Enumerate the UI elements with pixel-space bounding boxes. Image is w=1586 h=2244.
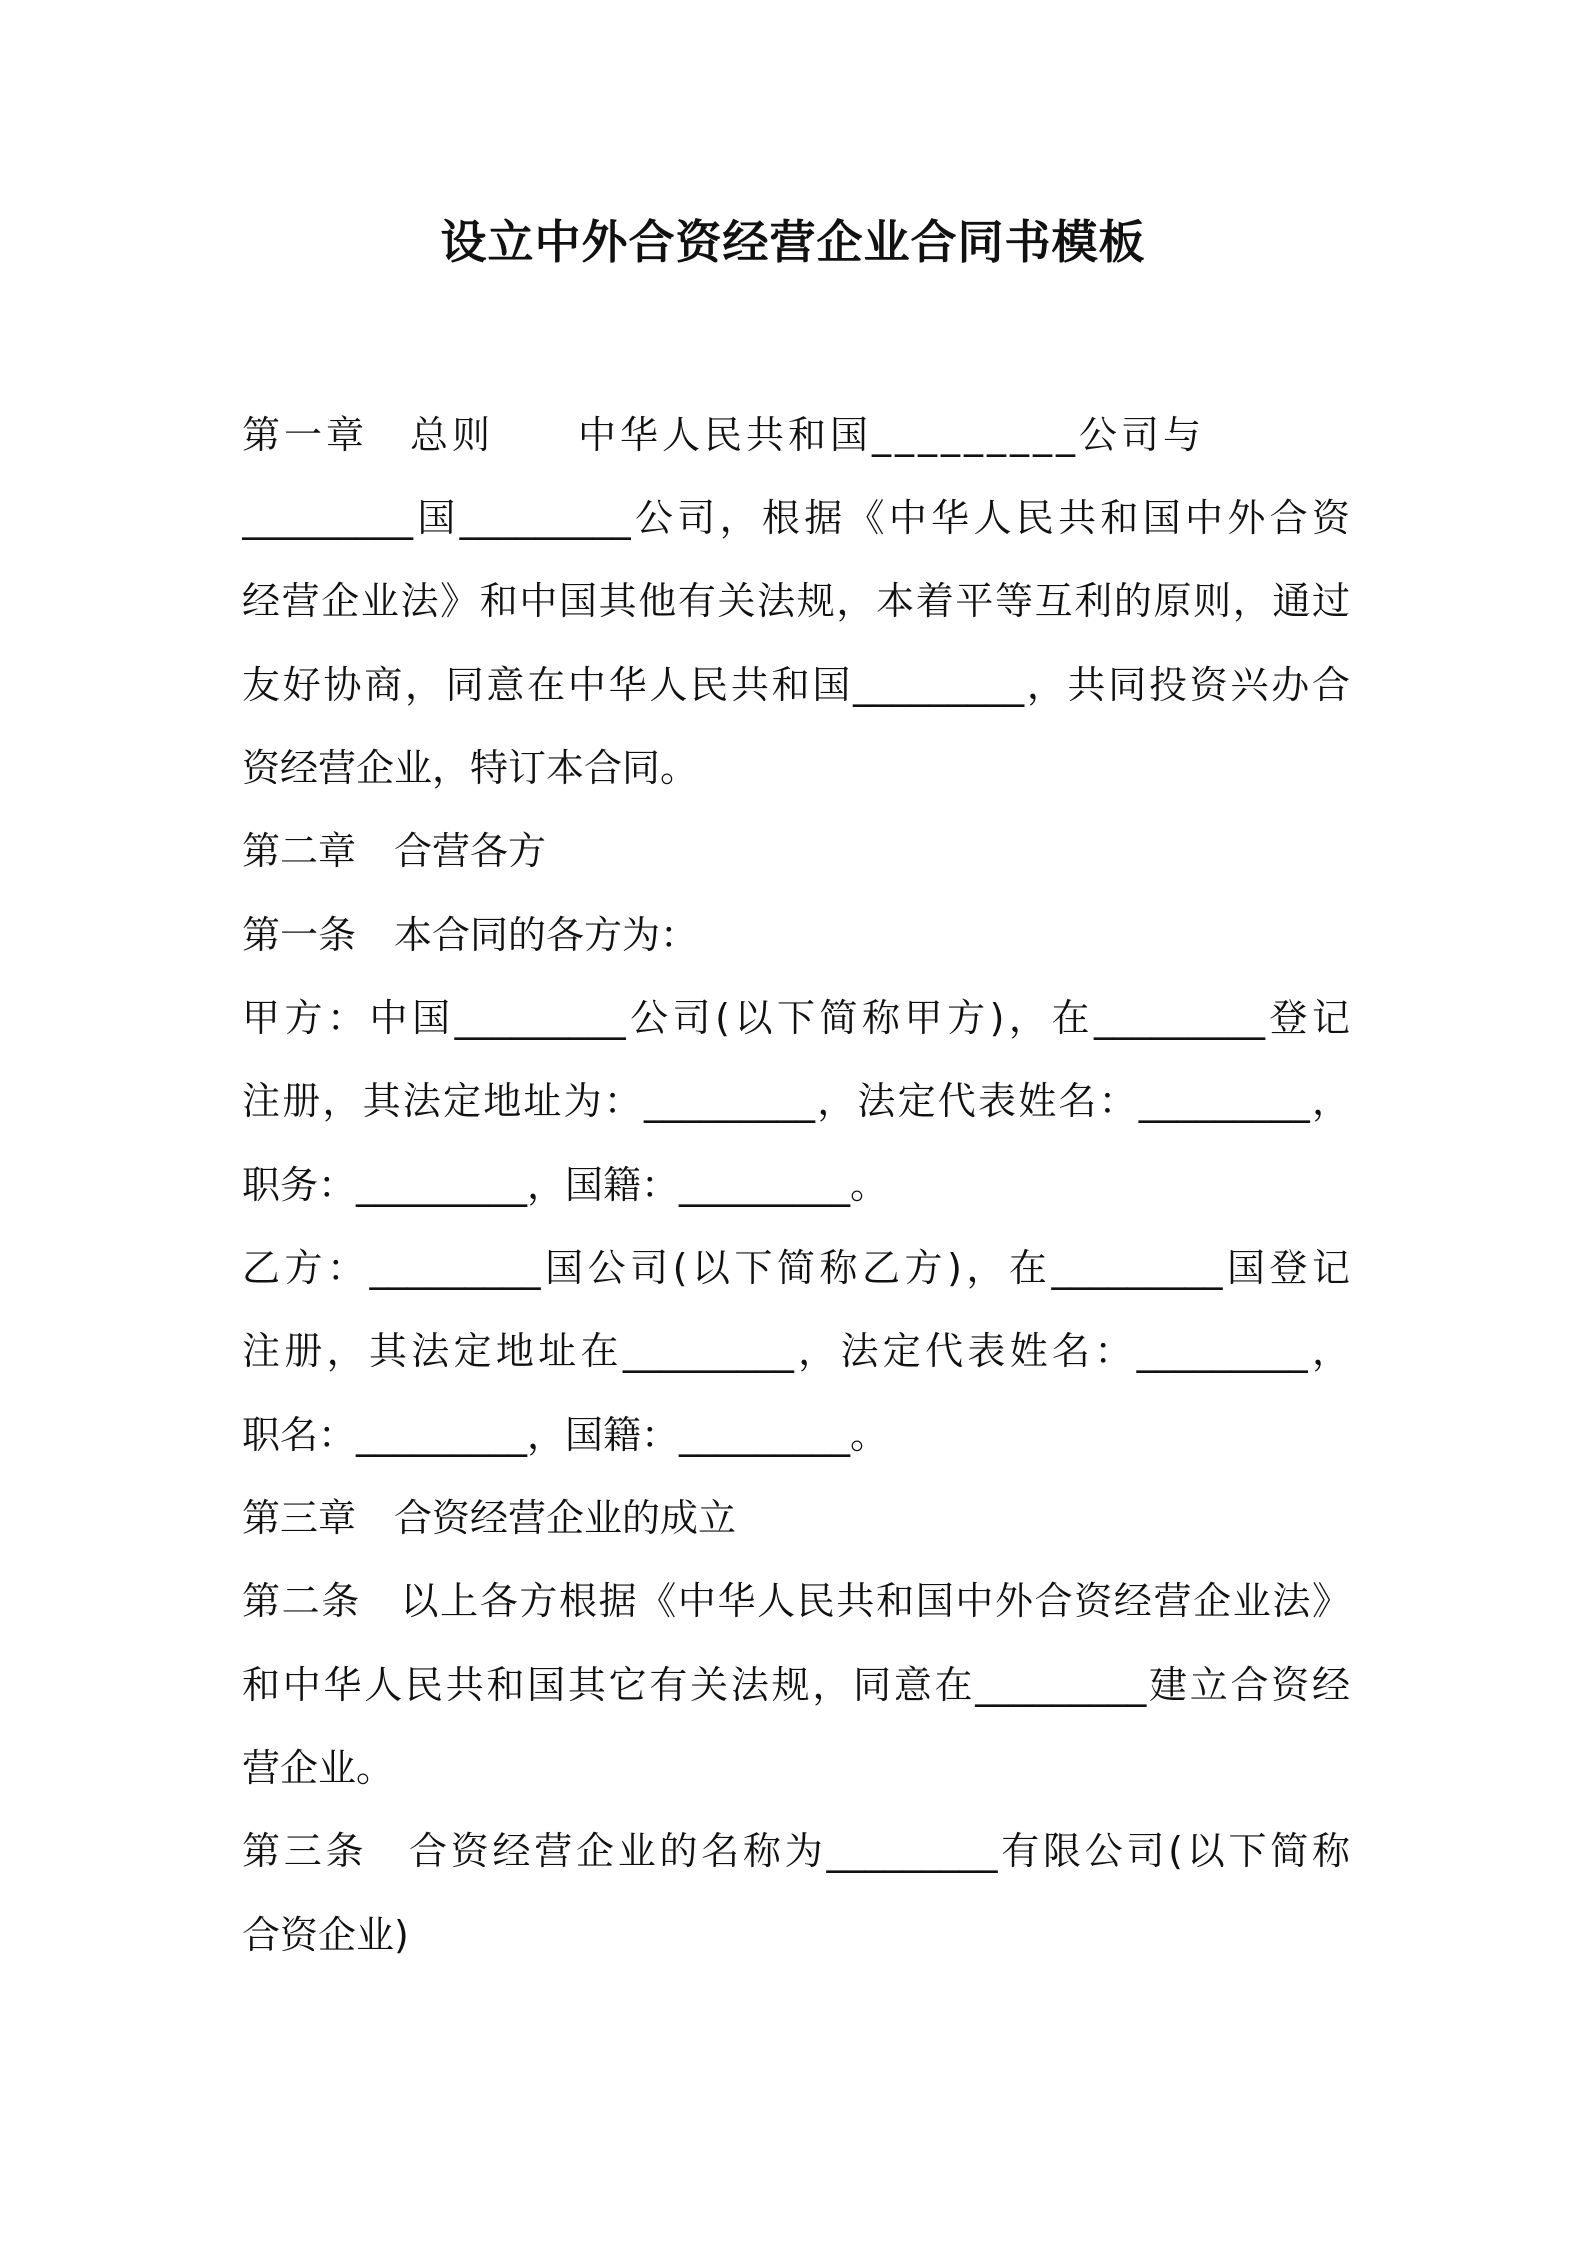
text-line: 营企业。 bbox=[242, 1746, 395, 1790]
party-a-line: 职务：_________，国籍：_________。 bbox=[242, 1163, 889, 1207]
chapter-heading: 第二章 合营各方 bbox=[242, 829, 547, 873]
party-a-line: 注册，其法定地址为：_________，法定代表姓名：_________， bbox=[242, 1079, 1350, 1123]
text-line: 第二条 以上各方根据《中华人民共和国中外合资经营企业法》 bbox=[242, 1579, 1350, 1623]
text-line: 资经营企业，特订本合同。 bbox=[242, 746, 699, 790]
article-heading: 第一条 本合同的各方为： bbox=[242, 913, 699, 957]
text-line: 第三条 合资经营企业的名称为_________有限公司(以下简称 bbox=[242, 1829, 1350, 1873]
chapter-heading: 第三章 合资经营企业的成立 bbox=[242, 1496, 737, 1540]
party-b-line: 注册，其法定地址在_________，法定代表姓名：_________， bbox=[242, 1329, 1350, 1373]
line-chapter-1-text: 第一章 总则 中华人民共和国_________公司与 bbox=[242, 413, 1206, 457]
line-chapter-1 bbox=[242, 405, 1350, 465]
party-b-line: 乙方：_________国公司(以下简称乙方)，在_________国登记 bbox=[242, 1246, 1350, 1290]
text-line: 经营企业法》和中国其他有关法规，本着平等互利的原则，通过 bbox=[242, 579, 1350, 623]
party-b-line: 职名：_________，国籍：_________。 bbox=[242, 1413, 889, 1457]
text-line: _________国_________公司，根据《中华人民共和国中外合资 bbox=[242, 496, 1350, 540]
party-a-line: 甲方：中国_________公司(以下简称甲方)，在_________登记 bbox=[242, 996, 1350, 1040]
text-line: 友好协商，同意在中华人民共和国_________，共同投资兴办合 bbox=[242, 663, 1350, 707]
document-title: 设立中外合资经营企业合同书模板 bbox=[440, 215, 1146, 269]
text-line: 合资企业) bbox=[242, 1913, 409, 1957]
text-line: 和中华人民共和国其它有关法规，同意在_________建立合资经 bbox=[242, 1663, 1350, 1707]
